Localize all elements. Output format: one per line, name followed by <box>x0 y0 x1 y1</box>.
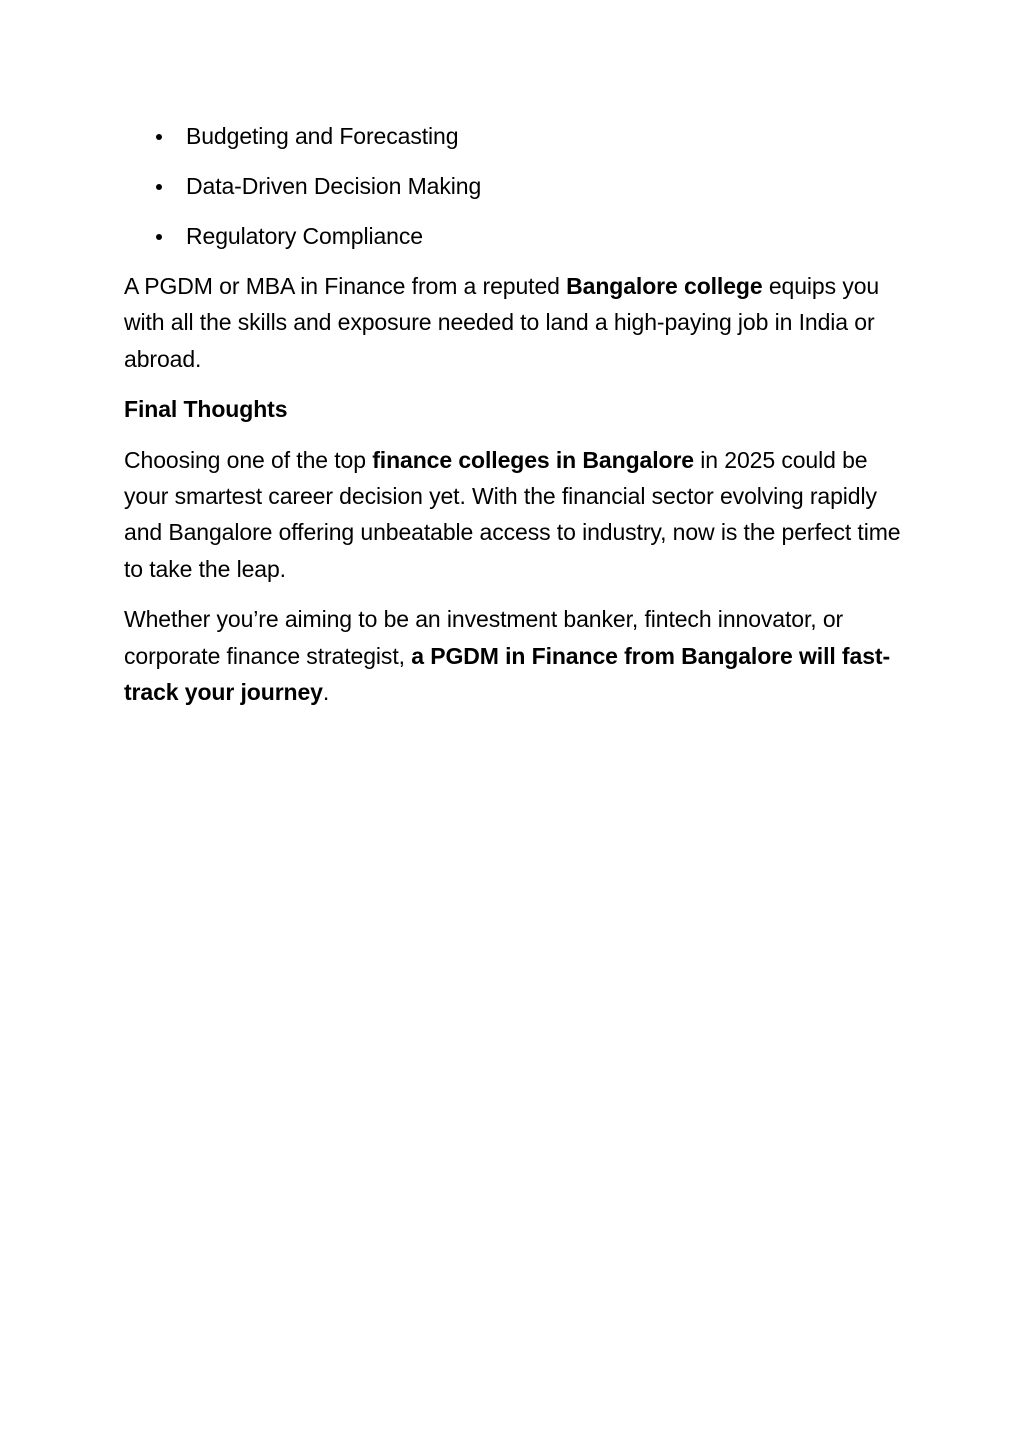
bold-text: a PGDM in Finance from Bangalore will fast-track your journey <box>124 642 890 706</box>
list-item <box>124 218 904 254</box>
list-item-text: Budgeting and Forecasting <box>186 123 459 149</box>
text-run: Whether you’re aiming to be an investment banker, fintech innovator, or corporate finance strategist, <box>124 606 844 669</box>
heading-text: Final Thoughts <box>124 396 288 423</box>
list-item-text: Regulatory Compliance <box>186 223 423 249</box>
closing-paragraph <box>124 601 904 710</box>
list-item-text: Data-Driven Decision Making <box>186 173 482 199</box>
conclusion-paragraph <box>124 442 904 588</box>
bold-text: Bangalore college <box>566 273 763 299</box>
bold-text: finance colleges in Bangalore <box>372 446 694 473</box>
text-run: in 2025 could be your smartest career decision yet. With the financial sector evolving rapidly and Bangalore offering unbeatable access to industry, now is the perfect time to take the leap. <box>124 446 901 582</box>
bullet-icon <box>156 184 162 190</box>
text-run: equips you with all the skills and exposure needed to land a high-paying job in India or abroad. <box>124 273 880 372</box>
list-item <box>124 168 904 204</box>
list-item <box>124 118 904 154</box>
bullet-icon <box>156 234 162 240</box>
document-page <box>124 118 904 724</box>
section-heading <box>124 391 904 427</box>
text-run: A PGDM or MBA in Finance from a reputed <box>124 273 567 299</box>
finance-degree-paragraph <box>124 268 904 377</box>
skills-list <box>124 118 904 254</box>
text-run: . <box>322 679 330 706</box>
bullet-icon <box>156 134 162 140</box>
text-run: Choosing one of the top <box>124 446 373 473</box>
